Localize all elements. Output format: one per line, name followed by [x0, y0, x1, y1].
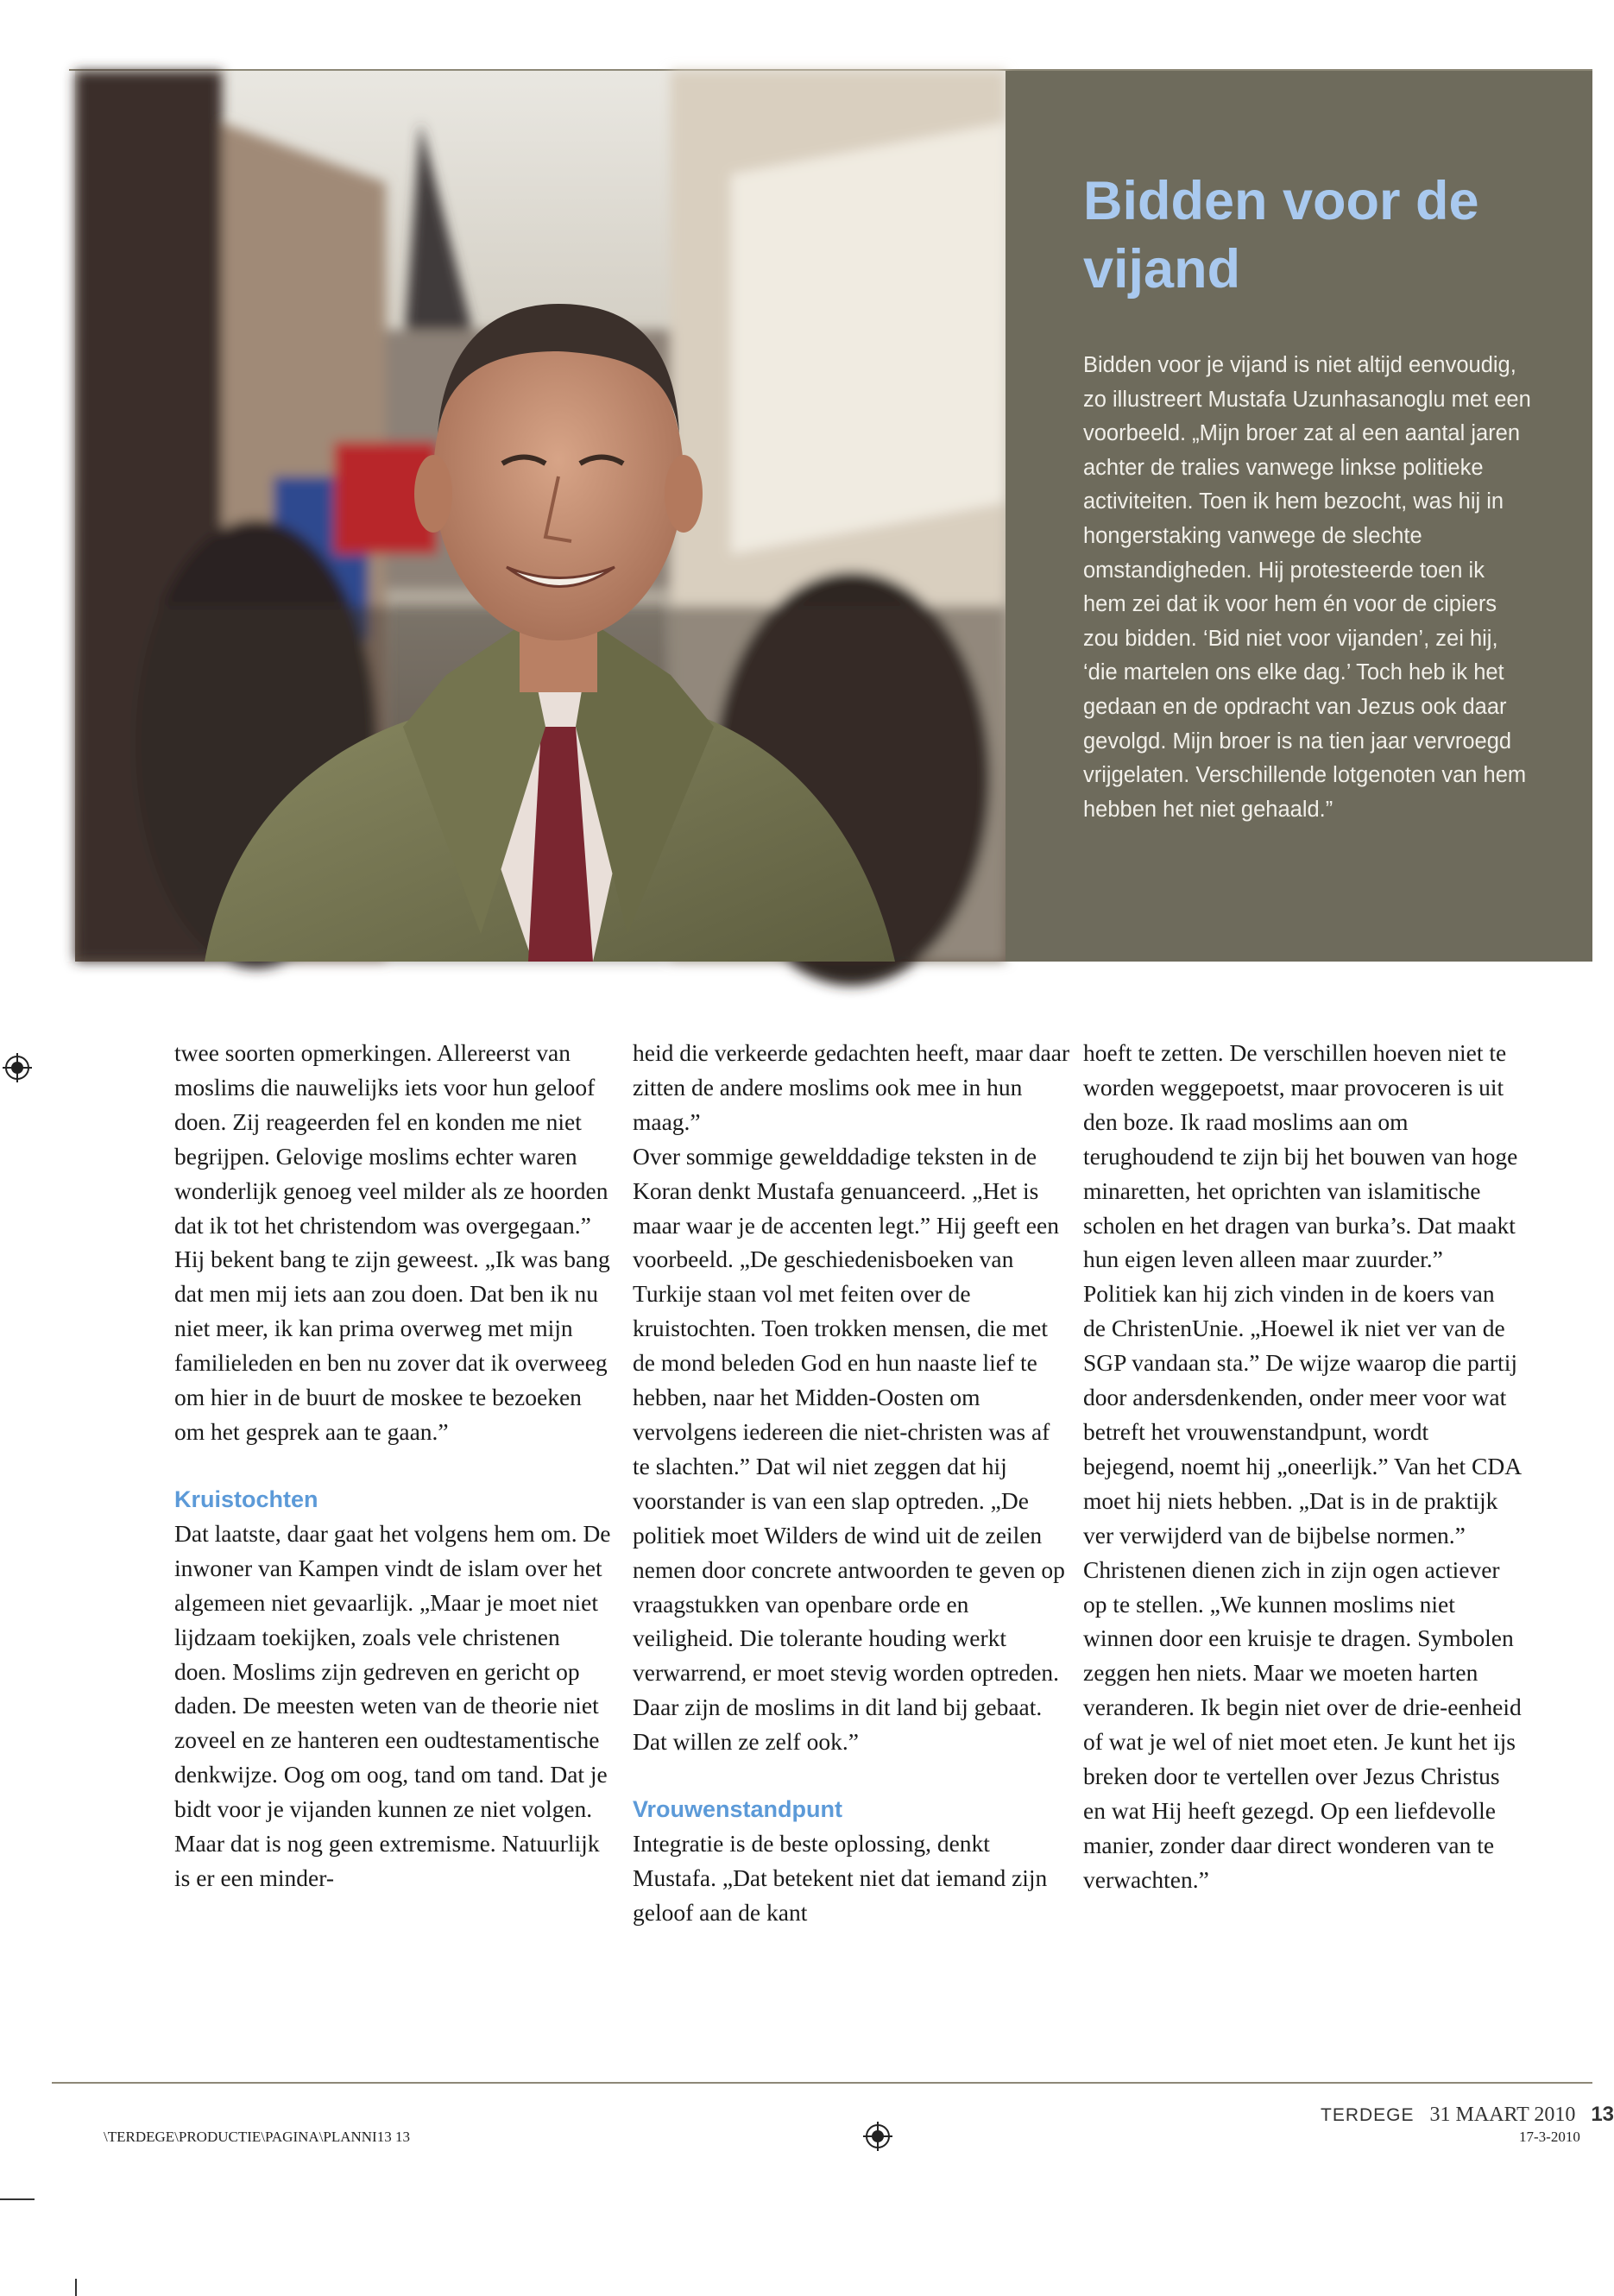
text-column-2 — [633, 1036, 1071, 1930]
subheading-kruistochten: Kruistochten — [174, 1485, 318, 1512]
paragraph: hoeft te zetten. De verschillen hoeven niet te worden weggepoetst, maar provoceren is uit den boze. Ik raad moslims aan om terughoudend te zijn bij het bouwen van hoge minaretten, het oprichten van islamitische scholen en het dragen van burka’s. Dat maakt hun eigen leven alleen maar zuurder.” Politiek kan hij zich vinden in de koers van de ChristenUnie. „Hoewel ik niet ver van de SGP vandaan sta.” De wijze waarop die partij door andersdenkenden, onder meer voor wat betreft het vrouwenstandpunt, wordt bejegend, noemt hij „oneerlijk.” Van het CDA moet hij niets hebben. „Dat is in de praktijk ver verwijderd van de bijbelse normen.” — [1083, 1039, 1521, 1549]
paragraph: Christenen dienen zich in zijn ogen actiever op te stellen. „We kunnen moslims niet winnen door een kruisje te dragen. Symbolen zeggen hen niets. Maar we moeten harten veranderen. Ik begin niet over de drie-eenheid of wat je wel of niet moet eten. Je kunt het ijs breken door te vertellen over Jezus Christus en wat Hij heeft gezegd. Op een liefdevolle manier, zonder daar direct wonderen van te verwachten.” — [1083, 1555, 1522, 1893]
text-column-1 — [174, 1036, 613, 1895]
paragraph: heid die verkeerde gedachten heeft, maar daar zitten de andere moslims ook mee in hun maag.” — [633, 1039, 1070, 1135]
registration-mark-icon — [3, 1053, 32, 1082]
crop-mark — [0, 2198, 35, 2200]
text-column-3 — [1083, 1036, 1522, 1897]
print-date: 17-3-2010 — [1519, 2129, 1580, 2145]
article-title: Bidden voor de vijand — [1083, 171, 1479, 300]
subheading-vrouwenstandpunt: Vrouwenstandpunt — [633, 1796, 842, 1823]
paragraph: Over sommige gewelddadige teksten in de Koran denkt Mustafa genuanceerd. „Het is maar waar je de accenten legt.” Hij geeft een voorbeeld. „De geschiedenisboeken van Turkije staan vol met feiten over de kruistochten. Toen trokken mensen, die met de mond beleden God en hun naaste lief te hebben, naar het Midden-Oosten om vervolgens iedereen die niet-christen was af te slachten.” Dat wil niet zeggen dat hij voorstander is van een slap optreden. „De politiek moet Wilders de wind uit de zeilen nemen door concrete antwoorden te geven op vraagstukken van openbare orde en veiligheid. Die tolerante houding werkt verwarrend, er moet stevig worden optreden. Daar zijn de moslims in dit land bij gebaat. Dat willen ze zelf ook.” — [633, 1142, 1065, 1756]
page-footer — [1321, 2103, 1614, 2127]
crop-mark — [75, 2279, 77, 2296]
bottom-rule — [52, 2082, 1592, 2084]
intro-sidebar — [1006, 71, 1592, 962]
paragraph: Integratie is de beste oplossing, denkt Mustafa. „Dat betekent niet dat iemand zijn geloof aan de kant — [633, 1830, 1048, 1926]
portrait-photo — [75, 71, 1006, 962]
page-number: 13 — [1591, 2103, 1614, 2126]
magazine-name: TERDEGE — [1321, 2105, 1415, 2125]
registration-mark-icon — [863, 2122, 892, 2151]
article-intro: Bidden voor je vijand is niet altijd eenvoudig, zo illustreert Mustafa Uzunhasanoglu met een voorbeeld. „Mijn broer zat al een aantal jaren achter de tralies vanwege linkse politieke activiteiten. Toen ik hem bezocht, was hij in hongerstaking vanwege de slechte omstandigheden. Hij protesteerde toen ik hem zei dat ik voor hem én voor de cipiers zou bidden. ‘Bid niet voor vijanden’, zei hij, ‘die martelen ons elke dag.’ Toch heb ik het gedaan en de opdracht van Jezus ook daar gevolgd. Mijn broer is na tien jaar vervroegd vrijgelaten. Verschillende lotgenoten van hem hebben het niet gehaald.” — [1083, 353, 1531, 822]
production-slug: \TERDEGE\PRODUCTIE\PAGINA\PLANNI13 13 — [104, 2129, 410, 2145]
issue-date: 31 MAART 2010 — [1429, 2104, 1576, 2126]
paragraph: Dat laatste, daar gaat het volgens hem om. De inwoner van Kampen vindt de islam over het algemeen niet gevaarlijk. „Maar je moet niet lijdzaam toekijken, zoals vele christenen doen. Moslims zijn gedreven en gericht op daden. De meesten weten van de theorie niet zoveel en ze hanteren een oudtestamentische denkwijze. Oog om oog, tand om tand. Dat je bidt voor je vijanden kunnen ze niet volgen. Maar dat is nog geen extremisme. Natuurlijk is er een minder- — [174, 1519, 611, 1891]
paragraph: twee soorten opmerkingen. Allereerst van moslims die nauwelijks iets voor hun geloof doen. Zij reageerden fel en konden me niet begrijpen. Gelovige moslims echter waren wonderlijk genoeg veel milder als ze hoorden dat ik tot het christendom was overgegaan.” Hij bekent bang te zijn geweest. „Ik was bang dat men mij iets aan zou doen. Dat ben ik nu niet meer, ik kan prima overweg met mijn familieleden en ben nu zover dat ik overweeg om hier in de buurt de moskee te bezoeken om het gesprek aan te gaan.” — [174, 1039, 610, 1445]
